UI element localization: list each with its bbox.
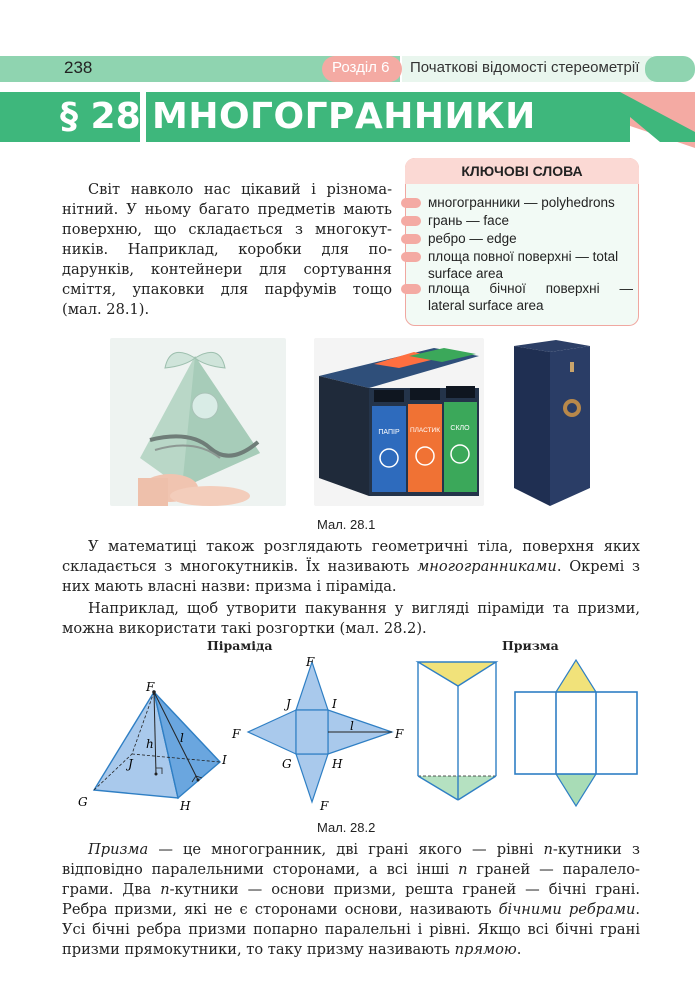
chapter-label: Розділ 6 (332, 59, 390, 76)
vertex-label: J (128, 757, 133, 771)
page-number: 238 (64, 58, 93, 77)
keyword-bullet (401, 252, 421, 262)
prism-net (512, 654, 640, 810)
keyword-item-cont: lateral surface area (428, 298, 544, 313)
vertex-label: G (78, 795, 88, 809)
para-text: грами. Два (62, 881, 161, 898)
prism-drawing (414, 658, 506, 808)
para-text: відповідно паралельними сторонами, а всі інші (62, 861, 459, 878)
height-label: h (146, 737, 154, 751)
para-text: -кутники з (552, 841, 640, 858)
keyword-item-cont: surface area (428, 266, 504, 281)
para-line (62, 840, 640, 860)
apothem-label: l (180, 731, 184, 745)
keyword-item: площа бічної поверхні — (428, 281, 633, 296)
para-text: -кутники — основи призми, решта граней — бічні грані. (169, 881, 640, 898)
para-line (62, 860, 640, 880)
para-line (62, 557, 640, 577)
intro-line: ників. Наприклад, коробки для по- (62, 241, 392, 258)
chapter-title: Початкові відомості стереометрії (410, 59, 640, 76)
pyramid-label: Піраміда (207, 638, 273, 653)
pyramid-drawing (70, 682, 240, 812)
intro-line: сміття, упаковки для парфумів тощо (62, 281, 392, 298)
recycling-bins-photo (314, 338, 484, 506)
keyword-bullet (401, 234, 421, 244)
section-title: МНОГОГРАННИКИ (152, 96, 536, 137)
vertex-label: I (222, 753, 227, 767)
para-line (62, 900, 640, 920)
keyword-bullet (401, 216, 421, 226)
pyramid-net (228, 654, 413, 810)
slant-label: l (350, 719, 354, 733)
keyword-bullet (401, 284, 421, 294)
vertex-label: G (282, 757, 292, 771)
math-n: n (160, 881, 170, 898)
para-line (62, 880, 640, 900)
paragraph-polyhedra (62, 537, 640, 597)
vertex-label: F (320, 799, 329, 810)
keyword-bullet (401, 198, 421, 208)
vertex-label: F (395, 727, 404, 741)
math-n: n (543, 841, 553, 858)
para-line: У математиці також розглядають геометричні тіла, поверхня яких (88, 538, 640, 555)
intro-line: (мал. 28.1). (62, 301, 150, 318)
bin-label-paper: ПАПІР (378, 429, 400, 436)
para-text: призми прямокутники, то таку призму називають (62, 941, 455, 958)
vertex-label: H (180, 799, 191, 812)
para-text: . (635, 901, 640, 918)
bin-label-glass: СКЛО (450, 425, 470, 432)
para-line (62, 940, 640, 960)
perfume-box-photo (506, 338, 594, 508)
term-lateral-edges: бічними ребрами (498, 901, 636, 918)
para-text: граней — паралело- (467, 861, 640, 878)
term-right-prism: прямою (454, 941, 517, 958)
keyword-item: площа повної поверхні — total (428, 249, 619, 264)
vertex-label: F (306, 655, 315, 669)
vertex-label: J (286, 697, 291, 711)
para-text: . (516, 941, 522, 958)
para-text: Ребра призми, які не є сторонами основи, називають (62, 901, 499, 918)
paragraph-prism-definition (62, 840, 640, 960)
intro-line: нітний. У ньому багато предметів мають (62, 201, 392, 218)
bin-label-plastic: ПЛАСТИК (409, 427, 441, 434)
vertex-label: F (232, 727, 241, 741)
term-polyhedra: многогранниками (417, 558, 557, 575)
para-text: складається з многокутників. Їх називають (62, 558, 418, 575)
intro-line: дарунків, контейнери для сортування (62, 261, 392, 278)
para-line: Наприклад, щоб утворити пакування у вигляді піраміди та призми, (88, 600, 640, 617)
figure-caption-28-2: Мал. 28.2 (317, 820, 376, 835)
keywords-heading: КЛЮЧОВІ СЛОВА (405, 158, 639, 184)
gift-box-photo (110, 338, 286, 506)
term-prism: Призма (88, 841, 149, 858)
para-line: можна використати такі розгортки (мал. 28.2). (62, 620, 427, 637)
para-line: Усі бічні ребра призми попарно паралельні і рівні. Якщо всі бічні грані (62, 921, 640, 938)
math-n: n (458, 861, 468, 878)
vertex-label: F (146, 682, 155, 694)
figure-caption-28-1: Мал. 28.1 (317, 517, 376, 532)
section-number: § 28 (60, 96, 141, 137)
prism-label: Призма (502, 638, 559, 653)
keyword-item: многогранники — polyhedrons (428, 195, 615, 210)
intro-line: поверхню, що складається з многокут- (62, 221, 392, 238)
intro-paragraph (62, 180, 392, 320)
para-line: них мають власні назви: призма і піраміда. (62, 578, 397, 595)
paragraph-nets (62, 599, 640, 639)
intro-line: Світ навколо нас цікавий і різнома- (88, 181, 392, 198)
para-text: . Окремі з (556, 558, 640, 575)
vertex-label: H (332, 757, 343, 771)
keyword-item: ребро — edge (428, 231, 517, 246)
vertex-label: I (332, 697, 337, 711)
para-text: — це многогранник, дві грані якого — рівні (148, 841, 544, 858)
keyword-item: грань — face (428, 213, 509, 228)
